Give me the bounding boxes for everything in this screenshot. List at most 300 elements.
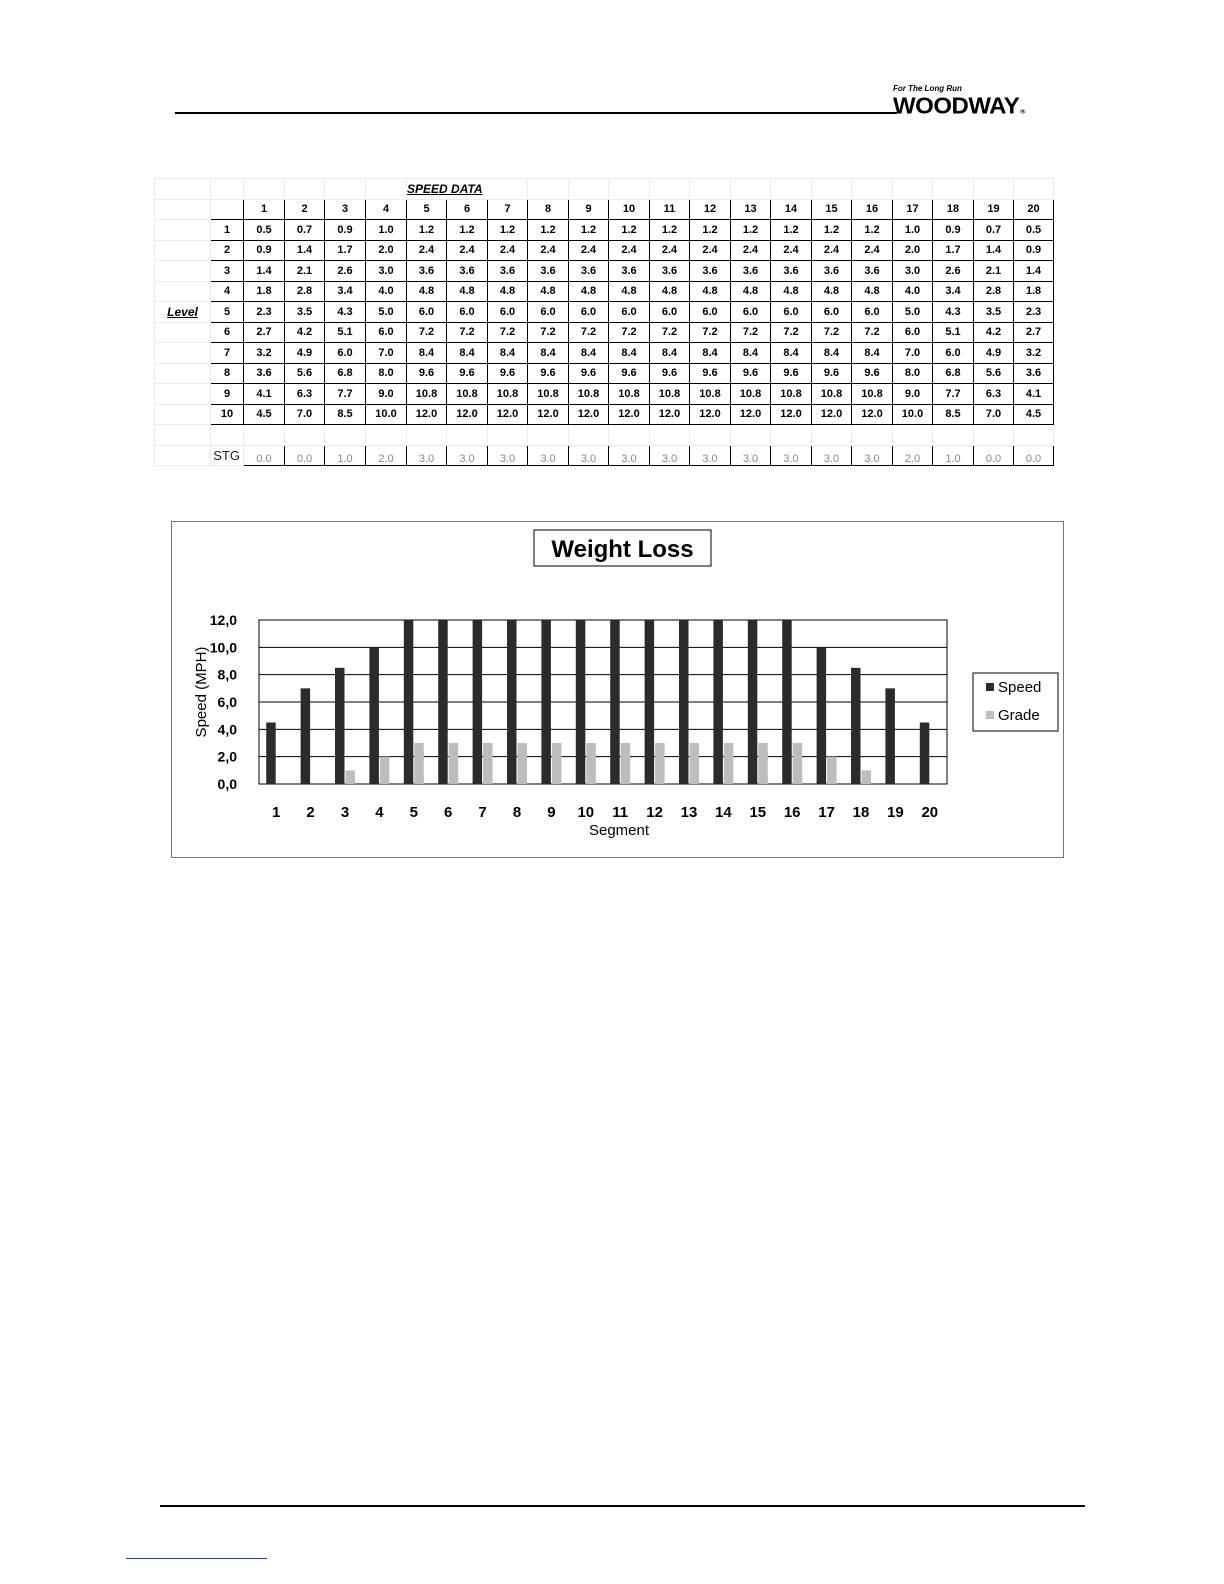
speed-value-cell: 7.0 — [893, 343, 933, 364]
blank-cell — [893, 425, 933, 446]
speed-value-cell: 8.4 — [852, 343, 893, 364]
segment-header-row — [155, 199, 1054, 220]
segment-header: 8 — [528, 199, 569, 220]
speed-value-cell: 3.6 — [852, 261, 893, 282]
blank-cell — [155, 179, 211, 200]
speed-value-cell: 4.2 — [285, 322, 325, 343]
stg-value-cell: 3.0 — [488, 445, 528, 466]
y-tick-label: 8,0 — [217, 666, 237, 683]
level-number: 6 — [211, 322, 244, 343]
blank-cell — [155, 240, 211, 261]
woodway-logo — [893, 84, 1103, 118]
speed-value-cell: 9.6 — [488, 363, 528, 384]
grade-bar — [793, 743, 803, 784]
speed-value-cell: 6.0 — [609, 302, 650, 323]
grade-bar — [449, 743, 459, 784]
speed-value-cell: 1.2 — [569, 220, 609, 241]
speed-value-cell: 8.4 — [650, 343, 690, 364]
level-number: 5 — [211, 302, 244, 323]
speed-value-cell: 1.0 — [366, 220, 407, 241]
speed-value-cell: 0.7 — [285, 220, 325, 241]
speed-bar — [817, 647, 827, 784]
blank-cell — [155, 445, 211, 466]
speed-bar — [748, 620, 758, 784]
speed-value-cell: 3.6 — [1014, 363, 1054, 384]
segment-header: 14 — [771, 199, 812, 220]
speed-value-cell: 2.1 — [285, 261, 325, 282]
speed-value-cell: 10.8 — [488, 384, 528, 405]
speed-value-cell: 4.8 — [569, 281, 609, 302]
speed-value-cell: 5.0 — [366, 302, 407, 323]
stg-value-cell: 0.0 — [974, 445, 1014, 466]
segment-header: 1 — [244, 199, 285, 220]
grade-bar — [586, 743, 596, 784]
speed-value-cell: 9.6 — [771, 363, 812, 384]
segment-header: 13 — [731, 199, 771, 220]
stg-value-cell: 3.0 — [852, 445, 893, 466]
speed-value-cell: 8.0 — [893, 363, 933, 384]
stg-value-cell: 3.0 — [407, 445, 447, 466]
x-tick-label: 2 — [306, 804, 315, 821]
stg-value-cell: 3.0 — [771, 445, 812, 466]
speed-value-cell: 3.2 — [1014, 343, 1054, 364]
speed-value-cell: 7.2 — [407, 322, 447, 343]
table-row — [155, 281, 1054, 302]
speed-value-cell: 9.6 — [609, 363, 650, 384]
speed-value-cell: 0.9 — [933, 220, 974, 241]
speed-value-cell: 2.6 — [933, 261, 974, 282]
table-title-row — [155, 179, 1054, 200]
speed-value-cell: 10.8 — [407, 384, 447, 405]
blank-cell — [690, 425, 731, 446]
speed-value-cell: 7.2 — [569, 322, 609, 343]
speed-value-cell: 6.3 — [974, 384, 1014, 405]
speed-bar — [782, 620, 792, 784]
speed-value-cell: 1.4 — [244, 261, 285, 282]
speed-value-cell: 9.6 — [569, 363, 609, 384]
speed-value-cell: 10.8 — [690, 384, 731, 405]
speed-value-cell: 10.8 — [812, 384, 852, 405]
speed-value-cell: 12.0 — [528, 404, 569, 425]
speed-value-cell: 5.0 — [893, 302, 933, 323]
speed-value-cell: 2.4 — [690, 240, 731, 261]
segment-header: 19 — [974, 199, 1014, 220]
speed-bar — [679, 620, 689, 784]
segment-header: 5 — [407, 199, 447, 220]
speed-value-cell: 7.0 — [285, 404, 325, 425]
speed-value-cell: 3.6 — [244, 363, 285, 384]
speed-bar — [920, 723, 930, 785]
speed-value-cell: 7.2 — [528, 322, 569, 343]
y-tick-label: 12,0 — [209, 612, 237, 628]
grade-bar — [862, 770, 872, 784]
speed-value-cell: 3.6 — [488, 261, 528, 282]
blank-cell — [933, 179, 974, 200]
speed-value-cell: 6.8 — [325, 363, 366, 384]
speed-value-cell: 6.0 — [447, 302, 488, 323]
x-tick-label: 13 — [680, 804, 698, 821]
speed-value-cell: 7.0 — [366, 343, 407, 364]
speed-bar — [713, 620, 723, 784]
speed-value-cell: 7.2 — [690, 322, 731, 343]
blank-cell — [731, 179, 771, 200]
speed-value-cell: 2.1 — [974, 261, 1014, 282]
speed-value-cell: 9.6 — [731, 363, 771, 384]
speed-value-cell: 0.5 — [1014, 220, 1054, 241]
speed-value-cell: 1.7 — [325, 240, 366, 261]
speed-value-cell: 12.0 — [731, 404, 771, 425]
speed-value-cell: 1.4 — [285, 240, 325, 261]
speed-value-cell: 4.8 — [447, 281, 488, 302]
speed-value-cell: 1.2 — [771, 220, 812, 241]
speed-value-cell: 10.8 — [731, 384, 771, 405]
blank-cell — [325, 179, 366, 200]
stg-value-cell: 3.0 — [528, 445, 569, 466]
speed-value-cell: 1.2 — [731, 220, 771, 241]
speed-value-cell: 9.6 — [528, 363, 569, 384]
segment-header: 17 — [893, 199, 933, 220]
stg-value-cell: 1.0 — [325, 445, 366, 466]
stg-value-cell: 2.0 — [893, 445, 933, 466]
chart-svg — [172, 522, 1063, 857]
speed-value-cell: 1.2 — [609, 220, 650, 241]
table-title: SPEED DATA — [407, 179, 528, 200]
blank-cell — [407, 425, 447, 446]
blank-cell — [650, 179, 690, 200]
table-row — [155, 343, 1054, 364]
blank-cell — [155, 199, 211, 220]
level-number: 9 — [211, 384, 244, 405]
speed-value-cell: 4.8 — [488, 281, 528, 302]
speed-value-cell: 1.0 — [893, 220, 933, 241]
logo-brand-text: WOODWAY — [893, 93, 1020, 120]
legend-swatch-grade — [986, 711, 994, 719]
segment-header: 4 — [366, 199, 407, 220]
speed-value-cell: 8.4 — [407, 343, 447, 364]
blank-cell — [285, 179, 325, 200]
x-tick-label: 20 — [921, 804, 939, 821]
table-row — [155, 363, 1054, 384]
blank-cell — [366, 179, 407, 200]
segment-header: 20 — [1014, 199, 1054, 220]
level-number: 3 — [211, 261, 244, 282]
weight-loss-chart — [171, 521, 1064, 858]
stg-value-cell: 3.0 — [690, 445, 731, 466]
x-tick-label: 7 — [478, 804, 487, 821]
speed-value-cell: 7.7 — [933, 384, 974, 405]
footer-link-underline[interactable] — [126, 1558, 267, 1559]
segment-header: 11 — [650, 199, 690, 220]
speed-value-cell: 12.0 — [852, 404, 893, 425]
speed-value-cell: 9.0 — [893, 384, 933, 405]
speed-bar — [507, 620, 517, 784]
speed-value-cell: 4.3 — [933, 302, 974, 323]
x-tick-label: 19 — [887, 804, 904, 821]
speed-value-cell: 3.0 — [366, 261, 407, 282]
y-tick-label: 6,0 — [217, 694, 237, 710]
speed-value-cell: 8.5 — [933, 404, 974, 425]
speed-value-cell: 1.7 — [933, 240, 974, 261]
x-tick-label: 1 — [272, 804, 281, 821]
speed-value-cell: 1.2 — [852, 220, 893, 241]
speed-value-cell: 12.0 — [690, 404, 731, 425]
speed-value-cell: 2.4 — [488, 240, 528, 261]
speed-value-cell: 3.5 — [285, 302, 325, 323]
speed-value-cell: 12.0 — [407, 404, 447, 425]
speed-bar — [541, 620, 551, 784]
blank-cell — [812, 425, 852, 446]
level-number: 7 — [211, 343, 244, 364]
x-tick-label: 6 — [444, 804, 453, 821]
blank-cell — [650, 425, 690, 446]
speed-value-cell: 3.2 — [244, 343, 285, 364]
segment-header: 7 — [488, 199, 528, 220]
blank-cell — [1014, 425, 1054, 446]
speed-value-cell: 2.7 — [1014, 322, 1054, 343]
speed-value-cell: 3.6 — [812, 261, 852, 282]
blank-cell — [690, 179, 731, 200]
blank-cell — [155, 261, 211, 282]
speed-value-cell: 10.0 — [366, 404, 407, 425]
speed-value-cell: 6.0 — [852, 302, 893, 323]
speed-value-cell: 7.7 — [325, 384, 366, 405]
blank-cell — [852, 425, 893, 446]
stg-value-cell: 3.0 — [812, 445, 852, 466]
speed-value-cell: 1.2 — [812, 220, 852, 241]
grade-bar — [655, 743, 665, 784]
x-tick-label: 18 — [852, 804, 870, 821]
x-axis-label: Segment — [588, 822, 650, 839]
speed-value-cell: 0.9 — [244, 240, 285, 261]
speed-value-cell: 6.0 — [893, 322, 933, 343]
blank-cell — [771, 425, 812, 446]
grade-bar — [552, 743, 562, 784]
speed-value-cell: 3.6 — [650, 261, 690, 282]
speed-value-cell: 1.2 — [690, 220, 731, 241]
speed-value-cell: 4.8 — [528, 281, 569, 302]
stg-value-cell: 0.0 — [1014, 445, 1054, 466]
speed-bar — [473, 620, 483, 784]
speed-value-cell: 1.2 — [407, 220, 447, 241]
blank-cell — [528, 425, 569, 446]
speed-value-cell: 2.0 — [893, 240, 933, 261]
speed-value-cell: 6.0 — [325, 343, 366, 364]
spacer-row — [155, 425, 1054, 446]
level-axis-label: Level — [155, 302, 211, 323]
blank-cell — [569, 425, 609, 446]
speed-value-cell: 1.8 — [244, 281, 285, 302]
stg-value-cell: 2.0 — [366, 445, 407, 466]
speed-bar — [266, 723, 276, 785]
speed-value-cell: 2.8 — [974, 281, 1014, 302]
speed-value-cell: 8.4 — [690, 343, 731, 364]
speed-value-cell: 6.0 — [933, 343, 974, 364]
speed-value-cell: 9.6 — [812, 363, 852, 384]
speed-value-cell: 5.1 — [933, 322, 974, 343]
speed-value-cell: 10.8 — [447, 384, 488, 405]
logo-reg-mark: ® — [1020, 108, 1025, 116]
y-tick-label: 10,0 — [209, 639, 237, 656]
blank-cell — [852, 179, 893, 200]
speed-value-cell: 4.0 — [893, 281, 933, 302]
x-tick-label: 10 — [577, 804, 595, 821]
speed-value-cell: 9.0 — [366, 384, 407, 405]
blank-cell — [1014, 179, 1054, 200]
blank-cell — [155, 363, 211, 384]
blank-cell — [155, 220, 211, 241]
speed-value-cell: 10.8 — [852, 384, 893, 405]
speed-value-cell: 6.0 — [366, 322, 407, 343]
speed-value-cell: 10.8 — [771, 384, 812, 405]
grade-bar — [414, 743, 424, 784]
speed-value-cell: 8.4 — [569, 343, 609, 364]
blank-cell — [974, 179, 1014, 200]
stg-label: STG — [211, 445, 244, 466]
speed-value-cell: 2.4 — [731, 240, 771, 261]
level-number: 10 — [211, 404, 244, 425]
speed-value-cell: 2.4 — [407, 240, 447, 261]
speed-value-cell: 2.8 — [285, 281, 325, 302]
speed-value-cell: 4.9 — [974, 343, 1014, 364]
speed-value-cell: 9.6 — [852, 363, 893, 384]
speed-value-cell: 9.6 — [447, 363, 488, 384]
speed-value-cell: 1.4 — [1014, 261, 1054, 282]
speed-bar — [301, 688, 311, 784]
corner-cell — [211, 199, 244, 220]
speed-value-cell: 2.3 — [1014, 302, 1054, 323]
speed-value-cell: 4.2 — [974, 322, 1014, 343]
speed-bar — [404, 620, 414, 784]
blank-cell — [893, 179, 933, 200]
speed-value-cell: 1.2 — [447, 220, 488, 241]
chart-title: Weight Loss — [551, 536, 694, 563]
speed-value-cell: 2.4 — [771, 240, 812, 261]
speed-value-cell: 2.4 — [812, 240, 852, 261]
speed-value-cell: 12.0 — [569, 404, 609, 425]
speed-value-cell: 7.2 — [609, 322, 650, 343]
grade-bar — [380, 757, 390, 784]
legend-label-speed: Speed — [998, 679, 1042, 696]
stg-value-cell: 0.0 — [244, 445, 285, 466]
stg-value-cell: 0.0 — [285, 445, 325, 466]
speed-value-cell: 4.8 — [407, 281, 447, 302]
stg-value-cell: 3.0 — [650, 445, 690, 466]
legend-swatch-speed — [986, 683, 994, 691]
stg-value-cell: 3.0 — [569, 445, 609, 466]
blank-cell — [812, 179, 852, 200]
x-tick-label: 11 — [612, 804, 629, 821]
speed-bar — [576, 620, 586, 784]
y-tick-label: 4,0 — [217, 721, 237, 738]
speed-value-cell: 4.8 — [852, 281, 893, 302]
speed-value-cell: 9.6 — [407, 363, 447, 384]
blank-cell — [447, 425, 488, 446]
speed-value-cell: 10.0 — [893, 404, 933, 425]
speed-value-cell: 8.4 — [447, 343, 488, 364]
speed-value-cell: 3.6 — [447, 261, 488, 282]
legend-label-grade: Grade — [998, 707, 1040, 724]
level-number: 2 — [211, 240, 244, 261]
grade-bar — [621, 743, 631, 784]
grade-bar — [827, 757, 837, 784]
speed-value-cell: 1.8 — [1014, 281, 1054, 302]
speed-value-cell: 5.6 — [285, 363, 325, 384]
speed-value-cell: 5.1 — [325, 322, 366, 343]
speed-value-cell: 6.0 — [690, 302, 731, 323]
speed-value-cell: 10.8 — [650, 384, 690, 405]
speed-value-cell: 2.4 — [650, 240, 690, 261]
speed-value-cell: 6.0 — [488, 302, 528, 323]
segment-header: 9 — [569, 199, 609, 220]
table-row — [155, 261, 1054, 282]
segment-header: 6 — [447, 199, 488, 220]
speed-value-cell: 6.0 — [407, 302, 447, 323]
speed-value-cell: 5.6 — [974, 363, 1014, 384]
speed-value-cell: 12.0 — [650, 404, 690, 425]
speed-value-cell: 7.2 — [852, 322, 893, 343]
x-tick-label: 9 — [547, 804, 556, 821]
speed-bar — [335, 668, 345, 784]
header-rule — [175, 112, 897, 114]
speed-value-cell: 10.8 — [528, 384, 569, 405]
speed-value-cell: 6.3 — [285, 384, 325, 405]
grade-bar — [346, 770, 356, 784]
level-number: 1 — [211, 220, 244, 241]
speed-value-cell: 9.6 — [650, 363, 690, 384]
logo-tagline: For The Long Run — [893, 84, 962, 93]
speed-value-cell: 2.0 — [366, 240, 407, 261]
level-number: 4 — [211, 281, 244, 302]
segment-header: 18 — [933, 199, 974, 220]
y-axis-label: Speed (MPH) — [193, 646, 210, 738]
blank-cell — [528, 179, 569, 200]
y-tick-label: 0,0 — [217, 776, 237, 792]
speed-bar — [851, 668, 861, 784]
speed-value-cell: 4.8 — [731, 281, 771, 302]
speed-value-cell: 4.8 — [650, 281, 690, 302]
speed-value-cell: 10.8 — [569, 384, 609, 405]
speed-bar — [438, 620, 448, 784]
stg-value-cell: 3.0 — [609, 445, 650, 466]
table-row — [155, 404, 1054, 425]
segment-header: 2 — [285, 199, 325, 220]
blank-cell — [155, 343, 211, 364]
x-tick-label: 12 — [646, 804, 663, 821]
blank-cell — [731, 425, 771, 446]
segment-header: 12 — [690, 199, 731, 220]
level-number: 8 — [211, 363, 244, 384]
speed-bar — [369, 647, 379, 784]
speed-value-cell: 3.6 — [771, 261, 812, 282]
speed-value-cell: 8.4 — [812, 343, 852, 364]
blank-cell — [285, 425, 325, 446]
speed-value-cell: 2.4 — [447, 240, 488, 261]
speed-value-cell: 1.2 — [650, 220, 690, 241]
speed-value-cell: 6.0 — [812, 302, 852, 323]
speed-value-cell: 3.6 — [690, 261, 731, 282]
speed-value-cell: 0.7 — [974, 220, 1014, 241]
speed-value-cell: 10.8 — [609, 384, 650, 405]
speed-value-cell: 3.4 — [933, 281, 974, 302]
speed-data-table — [154, 178, 1054, 466]
stg-value-cell: 1.0 — [933, 445, 974, 466]
x-tick-label: 3 — [340, 804, 350, 821]
speed-value-cell: 12.0 — [488, 404, 528, 425]
table-row — [155, 384, 1054, 405]
speed-value-cell: 0.5 — [244, 220, 285, 241]
speed-value-cell: 2.4 — [569, 240, 609, 261]
speed-value-cell: 2.4 — [852, 240, 893, 261]
